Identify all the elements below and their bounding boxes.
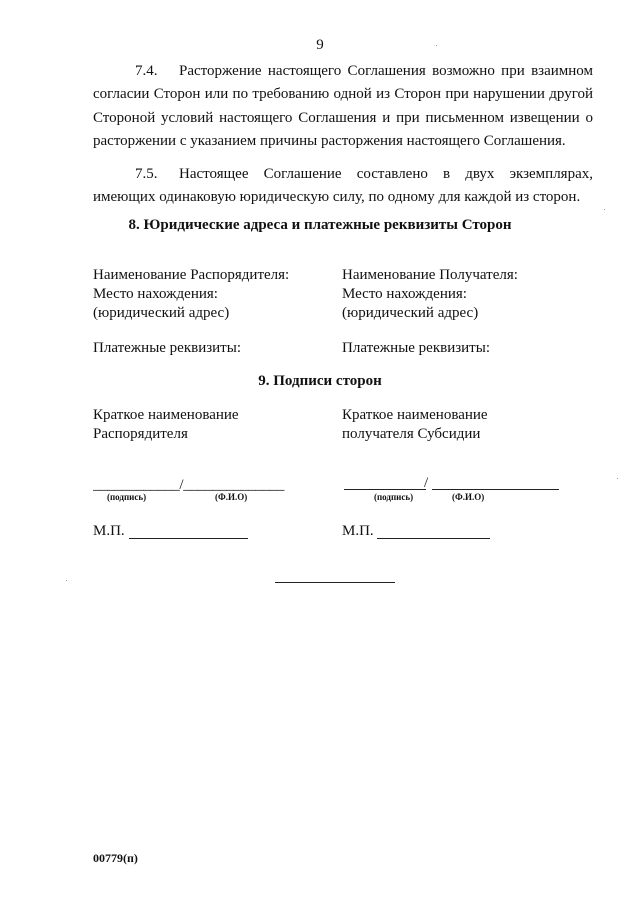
document-code: 00779(п) [93,851,138,865]
section-9-heading: 9. Подписи сторон [258,373,382,389]
right-fio-underline [432,489,559,490]
left-short-name-line2: Распорядителя [93,426,188,442]
clause-7-5 [93,163,593,210]
scan-speck [604,209,605,210]
right-short-name-line1: Краткое наименование [342,407,488,423]
scan-speck [66,580,67,581]
left-signature-caption: (подпись) [107,492,147,502]
page-number: 9 [316,37,324,53]
scan-speck [617,478,618,479]
right-address-label: (юридический адрес) [342,305,479,321]
left-name-label: Наименование Распорядителя: [93,267,290,283]
left-seal-label: М.П. [93,523,125,539]
right-fio-caption: (Ф.И.О) [452,492,485,502]
right-seal-underline [377,538,490,539]
section-8-heading: 8. Юридические адреса и платежные реквизиты Сторон [128,217,512,233]
scan-speck [436,45,437,46]
left-signature-line: ____________/______________ [93,477,285,493]
left-seal-underline [129,538,248,539]
clause-number: 7.5. [135,166,158,182]
right-signature-underline [344,489,426,490]
left-payment-label: Платежные реквизиты: [93,340,241,356]
right-signature-caption: (подпись) [374,492,414,502]
clause-text: Настоящее Соглашение составлено в двух экземплярах, имеющих одинаковую юридическую силу, по одному для каждой из сторон. [93,166,593,206]
clause-text: Расторжение настоящего Соглашения возможно при взаимном согласии Сторон или по требованию одной из Сторон при нарушении другой Стороной условий настоящего Соглашения и при письменном извещении о расторжении с указанием причины расторжения настоящего Соглашения. [93,63,593,149]
left-address-label: (юридический адрес) [93,305,230,321]
left-short-name-line1: Краткое наименование [93,407,239,423]
right-signature-slash: / [424,475,429,491]
clause-number: 7.4. [135,63,158,79]
left-fio-caption: (Ф.И.О) [215,492,248,502]
clause-7-4 [93,60,593,153]
right-name-label: Наименование Получателя: [342,267,518,283]
right-payment-label: Платежные реквизиты: [342,340,490,356]
right-seal-label: М.П. [342,523,374,539]
right-location-label: Место нахождения: [342,286,467,302]
right-short-name-line2: получателя Субсидии [342,426,481,442]
left-location-label: Место нахождения: [93,286,218,302]
closing-separator [275,582,395,583]
